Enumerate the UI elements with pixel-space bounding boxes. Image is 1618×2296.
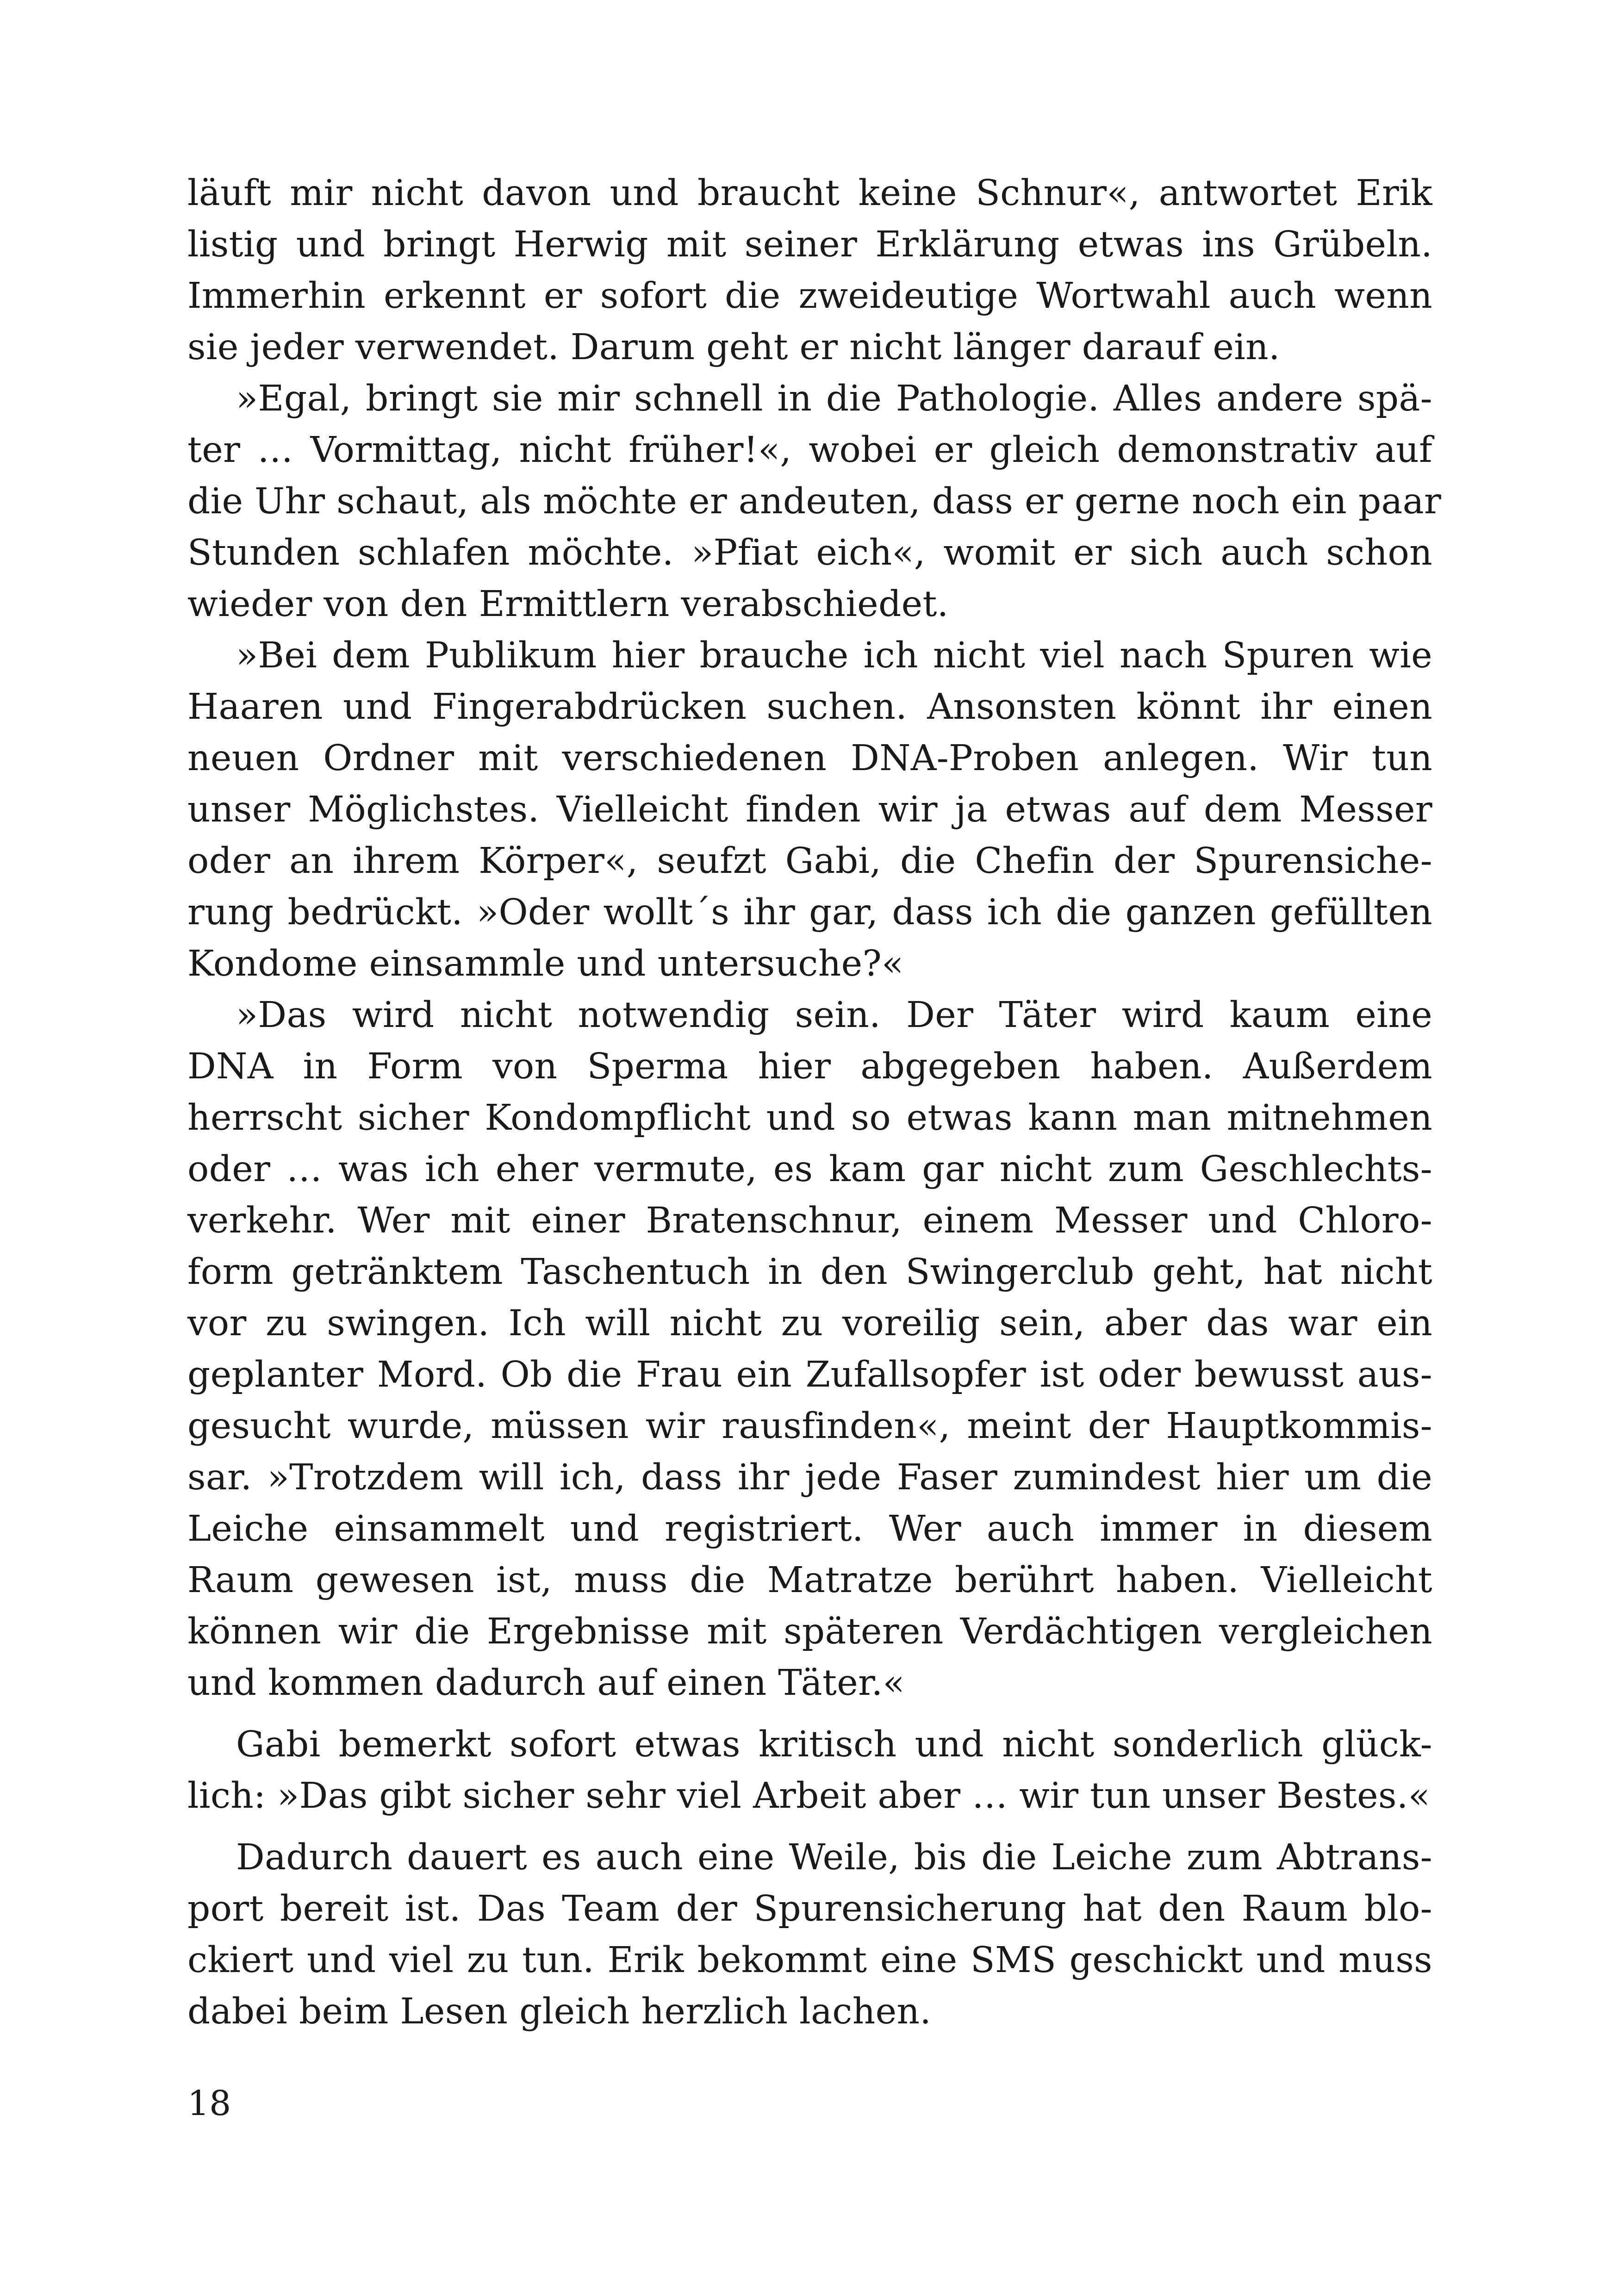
paragraph xyxy=(187,1832,1432,2037)
text-line: DNA in Form von Sperma hier abgegeben haben. Außerdem xyxy=(187,1046,1432,1087)
text-line: sie jeder verwendet. Darum geht er nicht länger darauf ein. xyxy=(187,327,1280,368)
paragraph-spacer xyxy=(187,1822,1432,1832)
text-line: lich: »Das gibt sicher sehr viel Arbeit aber … wir tun unser Bestes.« xyxy=(187,1775,1431,1817)
text-line: und kommen dadurch auf einen Täter.« xyxy=(187,1662,905,1704)
text-line: sar. »Trotzdem will ich, dass ihr jede Faser zumindest hier um die xyxy=(187,1457,1432,1498)
paragraph xyxy=(187,168,1432,373)
text-line: rung bedrückt. »Oder wollt´s ihr gar, dass ich die ganzen gefüllten xyxy=(187,892,1432,933)
text-line: Immerhin erkennt er sofort die zweideutige Wortwahl auch wenn xyxy=(187,275,1432,317)
paragraph xyxy=(187,630,1432,989)
page-number: 18 xyxy=(187,2084,231,2123)
paragraph-spacer xyxy=(187,1709,1432,1719)
text-line: herrscht sicher Kondompflicht und so etwas kann man mitnehmen xyxy=(187,1097,1432,1139)
text-line: die Uhr schaut, als möchte er andeuten, dass er gerne noch ein paar xyxy=(187,481,1442,522)
text-line: »Egal, bringt sie mir schnell in die Pathologie. Alles andere spä- xyxy=(236,378,1432,419)
text-line: läuft mir nicht davon und braucht keine Schnur«, antwortet Erik xyxy=(187,173,1432,214)
paragraph xyxy=(187,1719,1432,1822)
text-line: wieder von den Ermittlern verabschiedet. xyxy=(187,584,949,625)
text-line: können wir die Ergebnisse mit späteren Verdächtigen vergleichen xyxy=(187,1611,1432,1652)
text-line: unser Möglichstes. Vielleicht finden wir ja etwas auf dem Messer xyxy=(187,789,1432,830)
text-line: form getränktem Taschentuch in den Swingerclub geht, hat nicht xyxy=(187,1251,1432,1293)
text-line: port bereit ist. Das Team der Spurensicherung hat den Raum blo- xyxy=(187,1888,1432,1929)
text-line: oder … was ich eher vermute, es kam gar nicht zum Geschlechts- xyxy=(187,1149,1432,1190)
text-line: Stunden schlafen möchte. »Pfiat eich«, womit er sich auch schon xyxy=(187,532,1432,573)
text-line: »Bei dem Publikum hier brauche ich nicht viel nach Spuren wie xyxy=(236,635,1432,676)
text-line: geplanter Mord. Ob die Frau ein Zufallsopfer ist oder bewusst aus- xyxy=(187,1354,1432,1395)
text-line: ter … Vormittag, nicht früher!«, wobei er gleich demonstrativ auf xyxy=(187,429,1432,471)
text-line: Haaren und Fingerabdrücken suchen. Ansonsten könnt ihr einen xyxy=(187,686,1432,728)
text-line: verkehr. Wer mit einer Bratenschnur, einem Messer und Chloro- xyxy=(187,1200,1432,1241)
text-line: Dadurch dauert es auch eine Weile, bis die Leiche zum Abtrans- xyxy=(236,1837,1432,1878)
text-line: Gabi bemerkt sofort etwas kritisch und nicht sonderlich glück- xyxy=(236,1724,1432,1765)
text-line: neuen Ordner mit verschiedenen DNA-Proben anlegen. Wir tun xyxy=(187,738,1432,779)
text-line: Kondome einsammle und untersuche?« xyxy=(187,943,904,984)
text-line: »Das wird nicht notwendig sein. Der Täter wird kaum eine xyxy=(236,995,1432,1036)
text-line: gesucht wurde, müssen wir rausfinden«, meint der Hauptkommis- xyxy=(187,1406,1432,1447)
text-line: ckiert und viel zu tun. Erik bekommt eine SMS geschickt und muss xyxy=(187,1940,1432,1981)
text-line: Raum gewesen ist, muss die Matratze berührt haben. Vielleicht xyxy=(187,1560,1432,1601)
text-line: listig und bringt Herwig mit seiner Erklärung etwas ins Grübeln. xyxy=(187,224,1432,265)
text-line: dabei beim Lesen gleich herzlich lachen. xyxy=(187,1991,932,2032)
text-line: Leiche einsammelt und registriert. Wer auch immer in diesem xyxy=(187,1508,1432,1549)
paragraph xyxy=(187,989,1432,1709)
text-line: vor zu swingen. Ich will nicht zu voreilig sein, aber das war ein xyxy=(187,1303,1432,1344)
text-line: oder an ihrem Körper«, seufzt Gabi, die Chefin der Spurensiche- xyxy=(187,840,1432,882)
paragraph xyxy=(187,373,1442,630)
body-text xyxy=(187,168,1442,2037)
